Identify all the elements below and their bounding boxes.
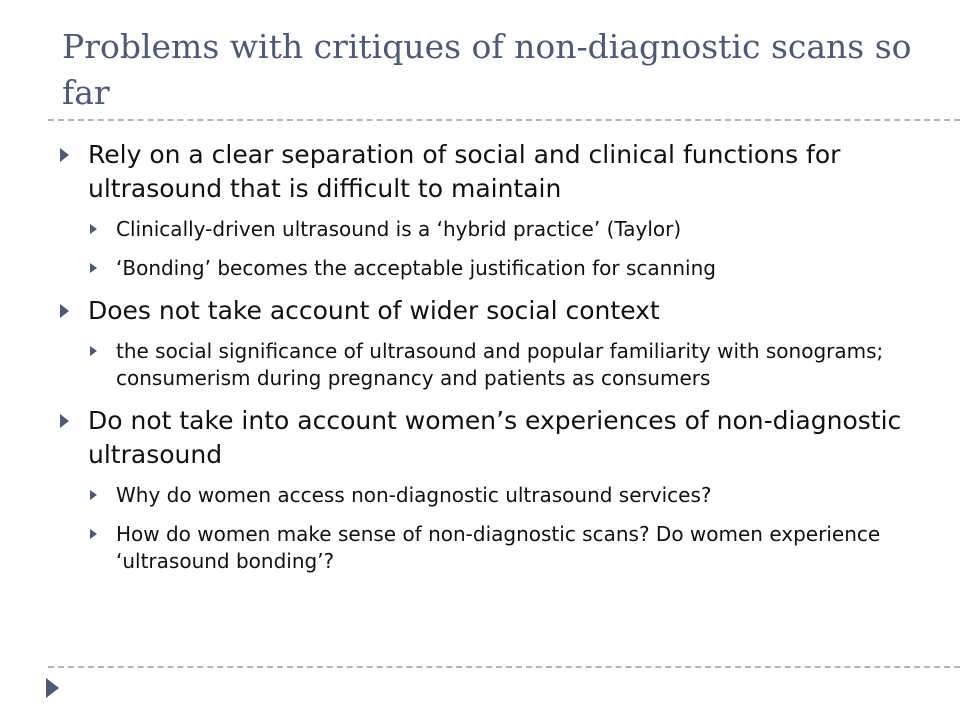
sub-bullet-text: Why do women access non-diagnostic ultrasound services? [116, 483, 712, 507]
bullet-group-1 [52, 138, 912, 282]
sub-bullet-item [52, 482, 912, 509]
bullet-text: Does not take account of wider social context [88, 296, 660, 325]
triangle-right-icon [90, 224, 97, 234]
play-triangle-icon [46, 678, 59, 698]
sub-bullet-text: the social significance of ultrasound and popular familiarity with sonograms; consumerism during pregnancy and patients as consumers [116, 339, 884, 390]
bullet-text: Rely on a clear separation of social and clinical functions for ultrasound that is difficult to maintain [88, 140, 841, 203]
sub-bullet-text: Clinically-driven ultrasound is a ‘hybrid practice’ (Taylor) [116, 217, 682, 241]
slide-title: Problems with critiques of non-diagnostic scans so far [62, 27, 912, 112]
footer-divider [48, 666, 960, 668]
title-divider [48, 119, 960, 121]
bullet-group-2 [52, 294, 912, 392]
sub-bullet-item [52, 521, 912, 575]
triangle-right-icon [90, 490, 97, 500]
bullet-text: Do not take into account women’s experiences of non-diagnostic ultrasound [88, 406, 902, 469]
triangle-right-icon [60, 414, 69, 428]
triangle-right-icon [90, 529, 97, 539]
triangle-right-icon [90, 346, 97, 356]
bullet-list [52, 138, 912, 587]
sub-bullet-text: How do women make sense of non-diagnostic scans? Do women experience ‘ultrasound bonding’? [116, 522, 881, 573]
bullet-group-3 [52, 404, 912, 575]
triangle-right-icon [90, 263, 97, 273]
sub-bullet-text: ‘Bonding’ becomes the acceptable justification for scanning [116, 256, 716, 280]
triangle-right-icon [60, 148, 69, 162]
bullet-item [52, 294, 912, 328]
sub-bullet-item [52, 338, 912, 392]
sub-bullet-item [52, 216, 912, 243]
bullet-item [52, 138, 912, 206]
triangle-right-icon [60, 304, 69, 318]
bullet-item [52, 404, 912, 472]
sub-bullet-item [52, 255, 912, 282]
